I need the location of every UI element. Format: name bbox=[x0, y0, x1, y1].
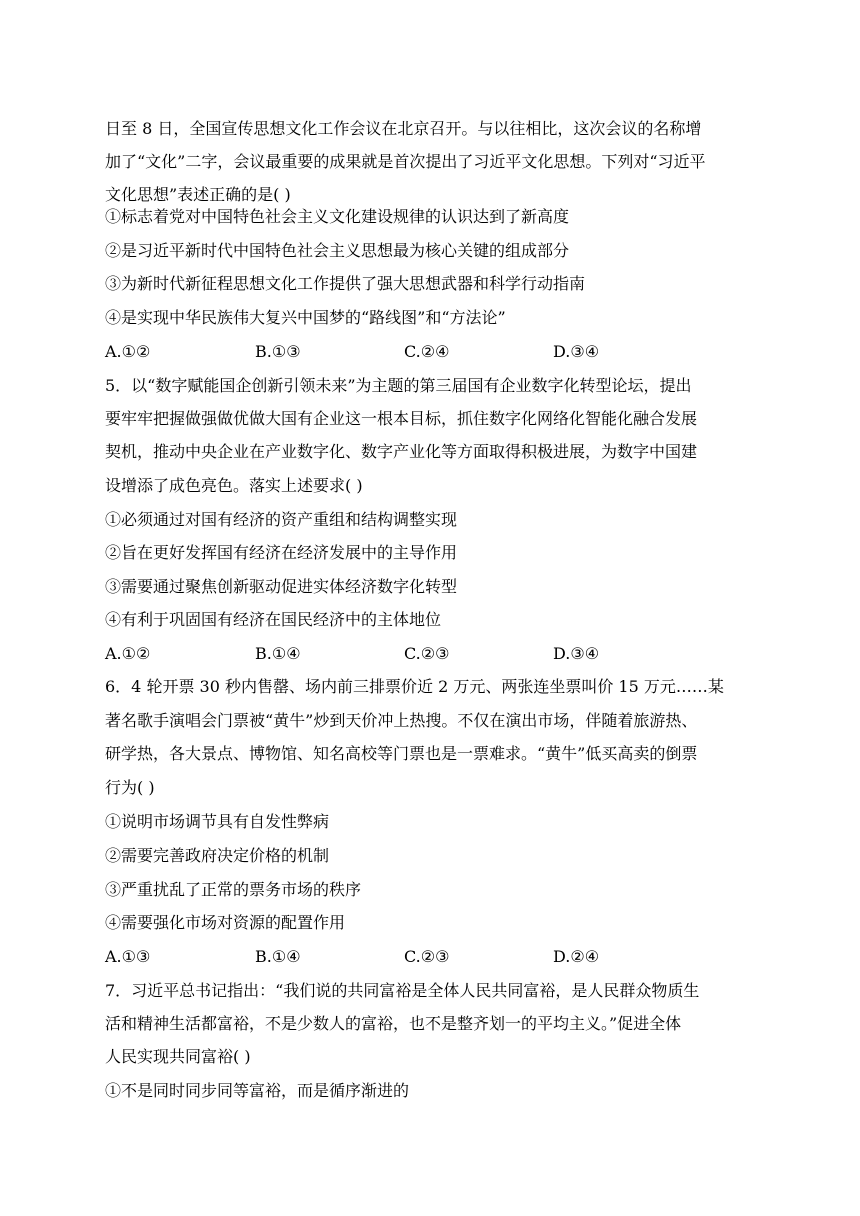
q6-statement-2: ②需要完善政府决定价格的机制 bbox=[105, 846, 330, 865]
q4-option-a[interactable]: A.①② bbox=[105, 342, 151, 361]
q6-stem-line-4: 行为( ) bbox=[105, 778, 155, 797]
q4-option-d[interactable]: D.③④ bbox=[553, 342, 600, 361]
q4-statement-4: ④是实现中华民族伟大复兴中国梦的“路线图”和“方法论” bbox=[105, 308, 506, 327]
q4-stem-line-2: 加了“文化”二字，会议最重要的成果就是首次提出了习近平文化思想。下列对“习近平 bbox=[105, 152, 706, 171]
q4-statement-1: ①标志着党对中国特色社会主义文化建设规律的认识达到了新高度 bbox=[105, 207, 570, 226]
q5-option-b[interactable]: B.①④ bbox=[255, 644, 301, 663]
q4-statement-2: ②是习近平新时代中国特色社会主义思想最为核心关键的组成部分 bbox=[105, 241, 570, 260]
q6-stem-line-1: 6．4 轮开票 30 秒内售罄、场内前三排票价近 2 万元、两张连坐票叫价 15 万元……某 bbox=[105, 677, 724, 696]
q6-option-a[interactable]: A.①③ bbox=[105, 947, 151, 966]
q6-option-c[interactable]: C.②③ bbox=[404, 947, 450, 966]
q7-stem-line-2: 活和精神生活都富裕，不是少数人的富裕，也不是整齐划一的平均主义。”促进全体 bbox=[105, 1014, 682, 1033]
q7-statement-1: ①不是同时同步同等富裕，而是循序渐进的 bbox=[105, 1081, 410, 1100]
q4-option-c[interactable]: C.②④ bbox=[404, 342, 450, 361]
q5-stem-line-2: 要牢牢把握做强做优做大国有企业这一根本目标，抓住数字化网络化智能化融合发展 bbox=[105, 409, 698, 428]
q4-stem-line-1: 日至 8 日，全国宣传思想文化工作会议在北京召开。与以往相比，这次会议的名称增 bbox=[105, 119, 702, 138]
q5-statement-3: ③需要通过聚焦创新驱动促进实体经济数字化转型 bbox=[105, 577, 458, 596]
q7-stem-line-1: 7．习近平总书记指出：“我们说的共同富裕是全体人民共同富裕，是人民群众物质生 bbox=[105, 981, 700, 1000]
q4-option-b[interactable]: B.①③ bbox=[255, 342, 301, 361]
q5-option-c[interactable]: C.②③ bbox=[404, 644, 450, 663]
q4-stem-line-3: 文化思想”表述正确的是( ) bbox=[105, 185, 291, 204]
q4-options bbox=[105, 342, 765, 362]
q4-statement-3: ③为新时代新征程思想文化工作提供了强大思想武器和科学行动指南 bbox=[105, 274, 586, 293]
q5-options bbox=[105, 644, 765, 664]
q6-option-d[interactable]: D.②④ bbox=[553, 947, 600, 966]
q6-options bbox=[105, 947, 765, 967]
q6-option-b[interactable]: B.①④ bbox=[255, 947, 301, 966]
q6-statement-1: ①说明市场调节具有自发性弊病 bbox=[105, 812, 330, 831]
q7-stem-line-3: 人民实现共同富裕( ) bbox=[105, 1047, 251, 1066]
q5-option-d[interactable]: D.③④ bbox=[553, 644, 600, 663]
q5-option-a[interactable]: A.①② bbox=[105, 644, 151, 663]
q5-stem-line-3: 契机，推动中央企业在产业数字化、数字产业化等方面取得积极进展，为数字中国建 bbox=[105, 442, 698, 461]
q6-statement-4: ④需要强化市场对资源的配置作用 bbox=[105, 913, 346, 932]
q5-statement-1: ①必须通过对国有经济的资产重组和结构调整实现 bbox=[105, 510, 458, 529]
q5-stem-line-1: 5．以“数字赋能国企创新引领未来”为主题的第三届国有企业数字化转型论坛，提出 bbox=[105, 376, 692, 395]
q5-statement-2: ②旨在更好发挥国有经济在经济发展中的主导作用 bbox=[105, 543, 458, 562]
q6-stem-line-3: 研学热，各大景点、博物馆、知名高校等门票也是一票难求。“黄牛”低买高卖的倒票 bbox=[105, 744, 698, 763]
q6-stem-line-2: 著名歌手演唱会门票被“黄牛”炒到天价冲上热搜。不仅在演出市场，伴随着旅游热、 bbox=[105, 711, 698, 730]
q5-statement-4: ④有利于巩固国有经济在国民经济中的主体地位 bbox=[105, 610, 442, 629]
q6-statement-3: ③严重扰乱了正常的票务市场的秩序 bbox=[105, 880, 362, 899]
q5-stem-line-4: 设增添了成色亮色。落实上述要求( ) bbox=[105, 476, 363, 495]
